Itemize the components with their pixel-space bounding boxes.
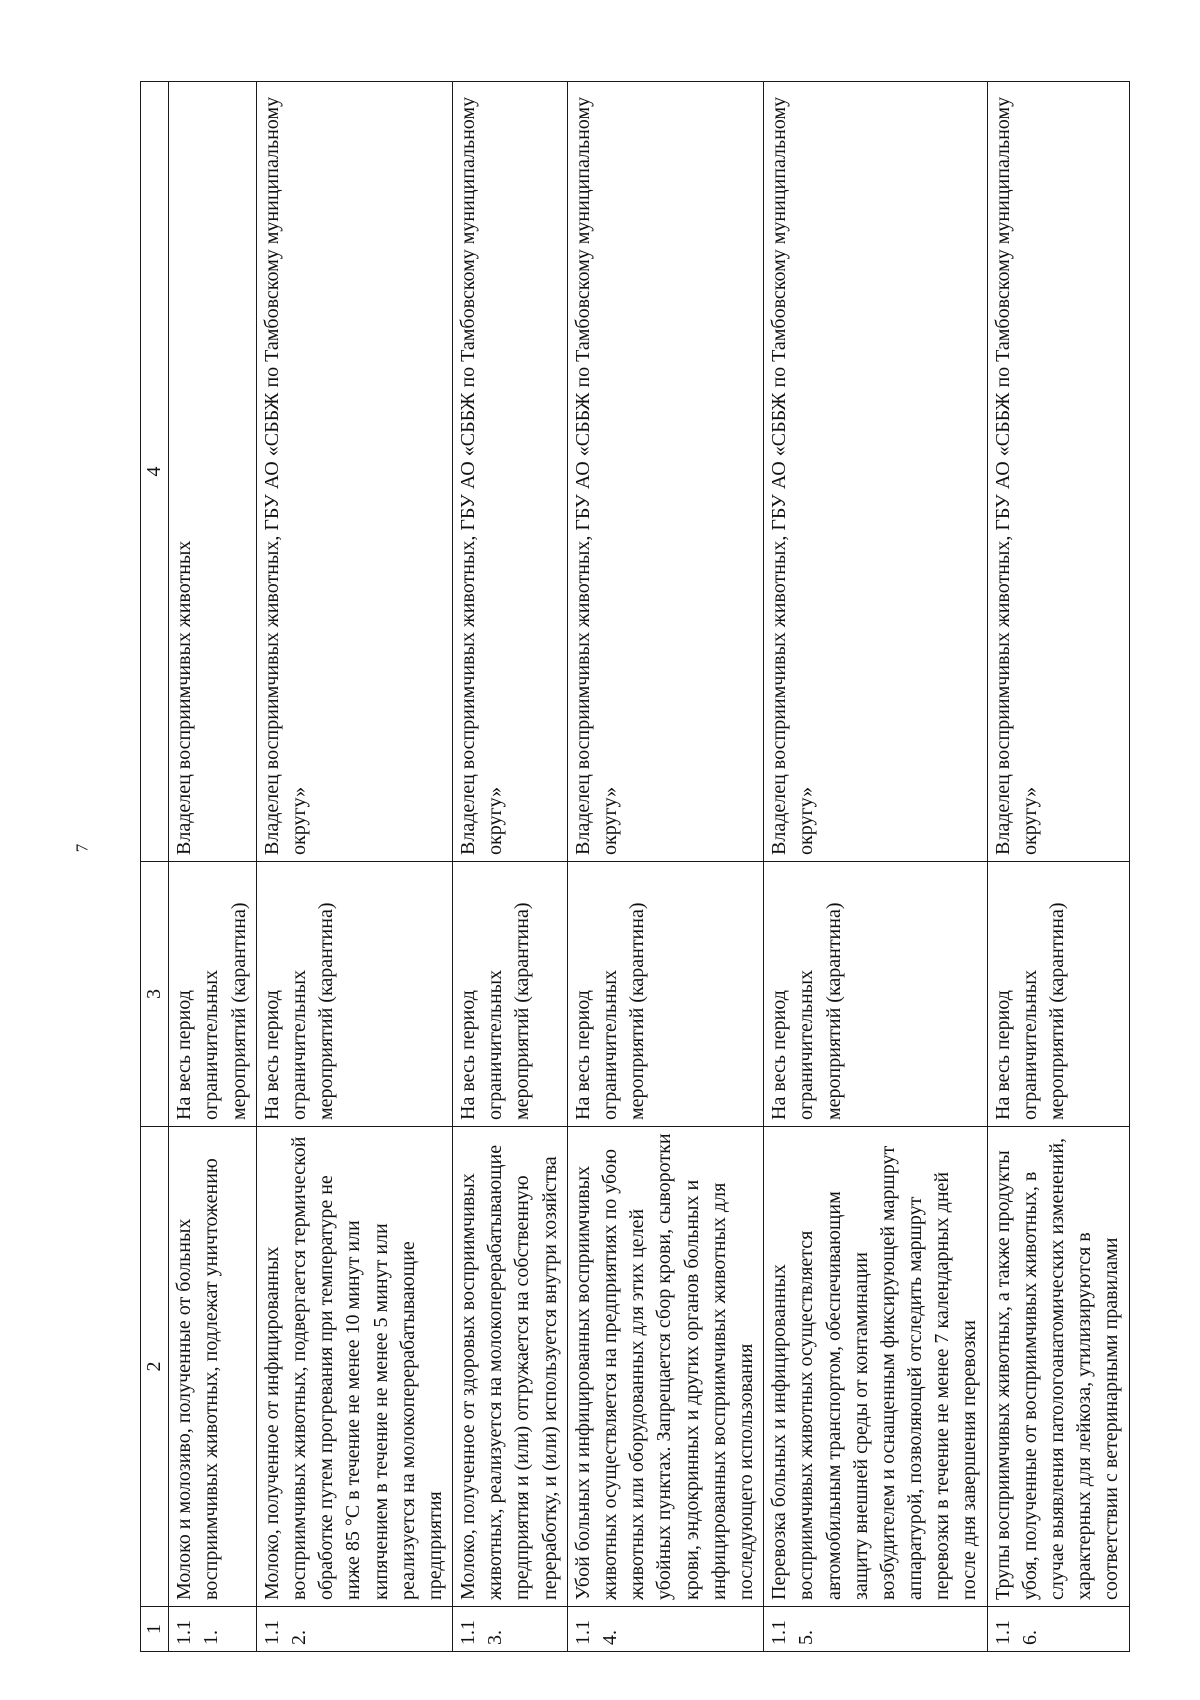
row-measure: Молоко, полученное от здоровых восприимчивых животных, реализуется на молокоперерабатывающие предприятия и (или) отгружается на собственную переработку, и (или) используется внутри хозяйства [453, 1127, 568, 1607]
row-period: На весь период ограничительных мероприятий (карантина) [987, 862, 1129, 1127]
column-header: 4 [141, 82, 169, 862]
column-header: 3 [141, 862, 169, 1127]
row-period: На весь период ограничительных мероприятий (карантина) [764, 862, 988, 1127]
row-responsible: Владелец восприимчивых животных, ГБУ АО «СББЖ по Тамбовскому муниципальному округу» [987, 82, 1129, 862]
row-number: 1.13. [453, 1607, 568, 1652]
table-row [169, 82, 257, 1652]
row-number: 1.15. [764, 1607, 988, 1652]
row-period: На весь период ограничительных мероприятий (карантина) [453, 862, 568, 1127]
row-period: На весь период ограничительных мероприятий (карантина) [169, 862, 257, 1127]
row-responsible: Владелец восприимчивых животных [169, 82, 257, 862]
table-row [256, 82, 452, 1652]
row-number: 1.16. [987, 1607, 1129, 1652]
row-measure: Молоко и молозиво, полученные от больных восприимчивых животных, подлежат уничтожению [169, 1127, 257, 1607]
column-header: 1 [141, 1607, 169, 1652]
page-number: 7 [72, 843, 92, 853]
table-container [140, 82, 1123, 1652]
table-row [987, 82, 1129, 1652]
row-responsible: Владелец восприимчивых животных, ГБУ АО «СББЖ по Тамбовскому муниципальному округу» [567, 82, 763, 862]
row-number: 1.11. [169, 1607, 257, 1652]
row-responsible: Владелец восприимчивых животных, ГБУ АО «СББЖ по Тамбовскому муниципальному округу» [453, 82, 568, 862]
row-period: На весь период ограничительных мероприятий (карантина) [256, 862, 452, 1127]
table-row [567, 82, 763, 1652]
row-number: 1.12. [256, 1607, 452, 1652]
row-measure: Трупы восприимчивых животных, а также продукты убоя, полученные от восприимчивых животных, в случае выявления патологоанатомических изменений, характерных для лейкоза, утилизируются в соответствии с ветеринарными правилами [987, 1127, 1129, 1607]
measures-table [140, 81, 1130, 1652]
row-measure: Убой больных и инфицированных восприимчивых животных осуществляется на предприятиях по убою животных или оборудованных для этих целей убойных пунктах. Запрещается сбор крови, сыворотки крови, эндокринных и других органов больных и инфицированных восприимчивых животных для последующего использования [567, 1127, 763, 1607]
row-measure: Молоко, полученное от инфицированных восприимчивых животных, подвергается термической обработке путем прогревания при температуре не ниже 85 °С в течение не менее 10 минут или кипячением в течение не менее 5 минут или реализуется на молокоперерабатывающие предприятия [256, 1127, 452, 1607]
row-period: На весь период ограничительных мероприятий (карантина) [567, 862, 763, 1127]
column-header: 2 [141, 1127, 169, 1607]
row-responsible: Владелец восприимчивых животных, ГБУ АО «СББЖ по Тамбовскому муниципальному округу» [256, 82, 452, 862]
row-number: 1.14. [567, 1607, 763, 1652]
row-measure: Перевозка больных и инфицированных восприимчивых животных осуществляется автомобильным транспортом, обеспечивающим защиту внешней среды от контаминации возбудителем и оснащенным фиксирующей маршрут аппаратурой, позволяющей отследить маршрут перевозки в течение не менее 7 календарных дней после дня завершения перевозки [764, 1127, 988, 1607]
rotated-table-area [140, 82, 1123, 1652]
table-row [764, 82, 988, 1652]
row-responsible: Владелец восприимчивых животных, ГБУ АО «СББЖ по Тамбовскому муниципальному округу» [764, 82, 988, 862]
table-header-row [141, 82, 169, 1652]
table-row [453, 82, 568, 1652]
